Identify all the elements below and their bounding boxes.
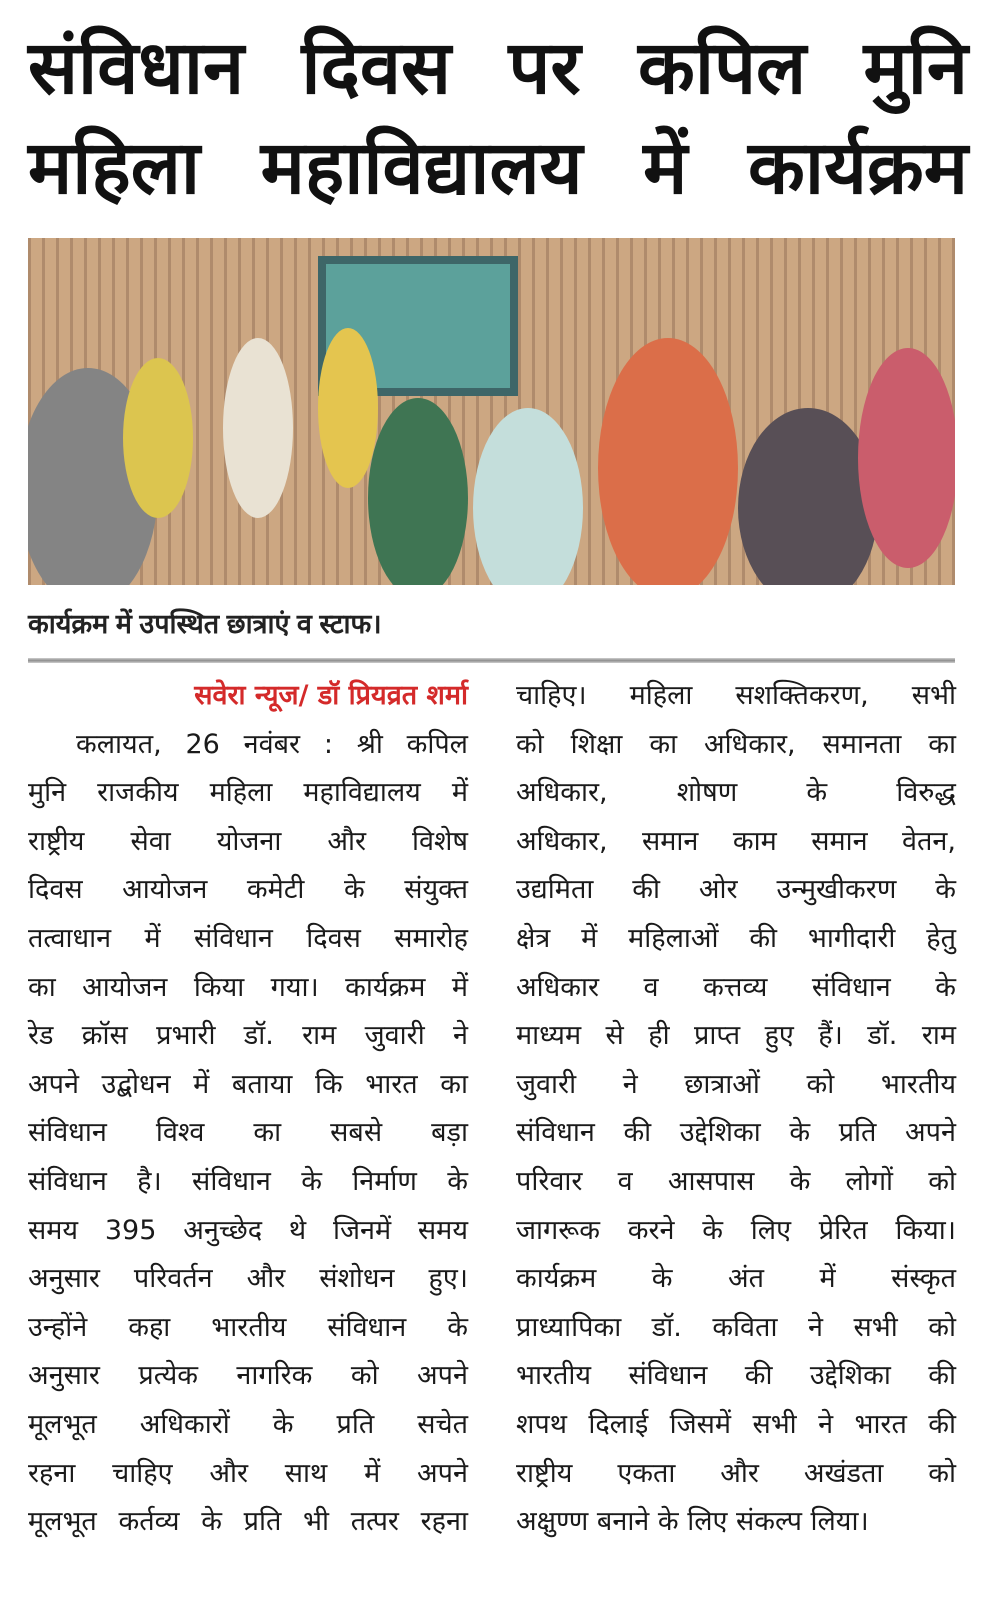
article-line: कार्यक्रम के अंत में संस्कृत bbox=[516, 1263, 956, 1295]
article-line: उन्होंने कहा भारतीय संविधान के bbox=[28, 1311, 468, 1343]
article-line: मूलभूत कर्तव्य के प्रति भी तत्पर रहना bbox=[28, 1506, 468, 1538]
article-line: संविधान विश्व का सबसे बड़ा bbox=[28, 1117, 468, 1149]
article-line: दिवस आयोजन कमेटी के संयुक्त bbox=[28, 874, 468, 906]
headline-line-1: संविधान दिवस पर कपिल मुनि bbox=[28, 25, 968, 111]
article-line: माध्यम से ही प्राप्त हुए हैं। डॉ. राम bbox=[516, 1020, 956, 1052]
article-line: अधिकार व कत्तव्य संविधान के bbox=[516, 971, 956, 1003]
article-line: उद्यमिता की ओर उन्मुखीकरण के bbox=[516, 874, 956, 906]
article-line: अधिकार, समान काम समान वेतन, bbox=[516, 825, 956, 857]
photo-illustration bbox=[28, 238, 955, 585]
article-line: समय 395 अनुच्छेद थे जिनमें समय bbox=[28, 1214, 468, 1246]
article-line: परिवार व आसपास के लोगों को bbox=[516, 1165, 956, 1197]
photo-caption: कार्यक्रम में उपस्थित छात्राएं व स्टाफ। bbox=[28, 609, 382, 639]
article-line: मूलभूत अधिकारों के प्रति सचेत bbox=[28, 1408, 468, 1440]
article-line: राष्ट्रीय एकता और अखंडता को bbox=[516, 1457, 956, 1489]
article-line: का आयोजन किया गया। कार्यक्रम में bbox=[28, 971, 468, 1003]
article-line: संविधान की उद्देशिका के प्रति अपने bbox=[516, 1117, 956, 1149]
article-line: अधिकार, शोषण के विरुद्ध bbox=[516, 777, 956, 809]
section-divider bbox=[28, 658, 955, 663]
article-line: अनुसार परिवर्तन और संशोधन हुए। bbox=[28, 1263, 468, 1295]
headline-line-2: महिला महाविद्यालय में कार्यक्रम bbox=[28, 125, 968, 211]
article-line: जुवारी ने छात्राओं को भारतीय bbox=[516, 1068, 956, 1100]
article-column-right bbox=[516, 672, 956, 1547]
article-line: अक्षुण्ण बनाने के लिए संकल्प लिया। bbox=[516, 1506, 869, 1538]
news-photo bbox=[28, 238, 955, 585]
article-line: तत्वाधान में संविधान दिवस समारोह bbox=[28, 922, 468, 954]
article-line: शपथ दिलाई जिसमें सभी ने भारत की bbox=[516, 1408, 956, 1440]
article-line: रहना चाहिए और साथ में अपने bbox=[28, 1457, 468, 1489]
article-line: कलायत, 26 नवंबर : श्री कपिल bbox=[76, 728, 468, 760]
article-line: राष्ट्रीय सेवा योजना और विशेष bbox=[28, 825, 468, 857]
article-line: अपने उद्बोधन में बताया कि भारत का bbox=[28, 1068, 468, 1100]
article-line: अनुसार प्रत्येक नागरिक को अपने bbox=[28, 1360, 468, 1392]
article-line: को शिक्षा का अधिकार, समानता का bbox=[516, 728, 956, 760]
article-line: जागरूक करने के लिए प्रेरित किया। bbox=[516, 1214, 956, 1246]
byline: सवेरा न्यूज/ डॉ प्रियव्रत शर्मा bbox=[194, 680, 468, 711]
article-line: प्राध्यापिका डॉ. कविता ने सभी को bbox=[516, 1311, 956, 1343]
article-line: मुनि राजकीय महिला महाविद्यालय में bbox=[28, 777, 468, 809]
article-line: संविधान है। संविधान के निर्माण के bbox=[28, 1165, 468, 1197]
article-line: रेड क्रॉस प्रभारी डॉ. राम जुवारी ने bbox=[28, 1020, 468, 1052]
article-line: चाहिए। महिला सशक्तिकरण, सभी bbox=[516, 680, 956, 711]
article-column-left bbox=[28, 672, 468, 1547]
article-line: भारतीय संविधान की उद्देशिका की bbox=[516, 1360, 956, 1392]
headline bbox=[28, 18, 968, 218]
article-line: क्षेत्र में महिलाओं की भागीदारी हेतु bbox=[516, 922, 956, 954]
